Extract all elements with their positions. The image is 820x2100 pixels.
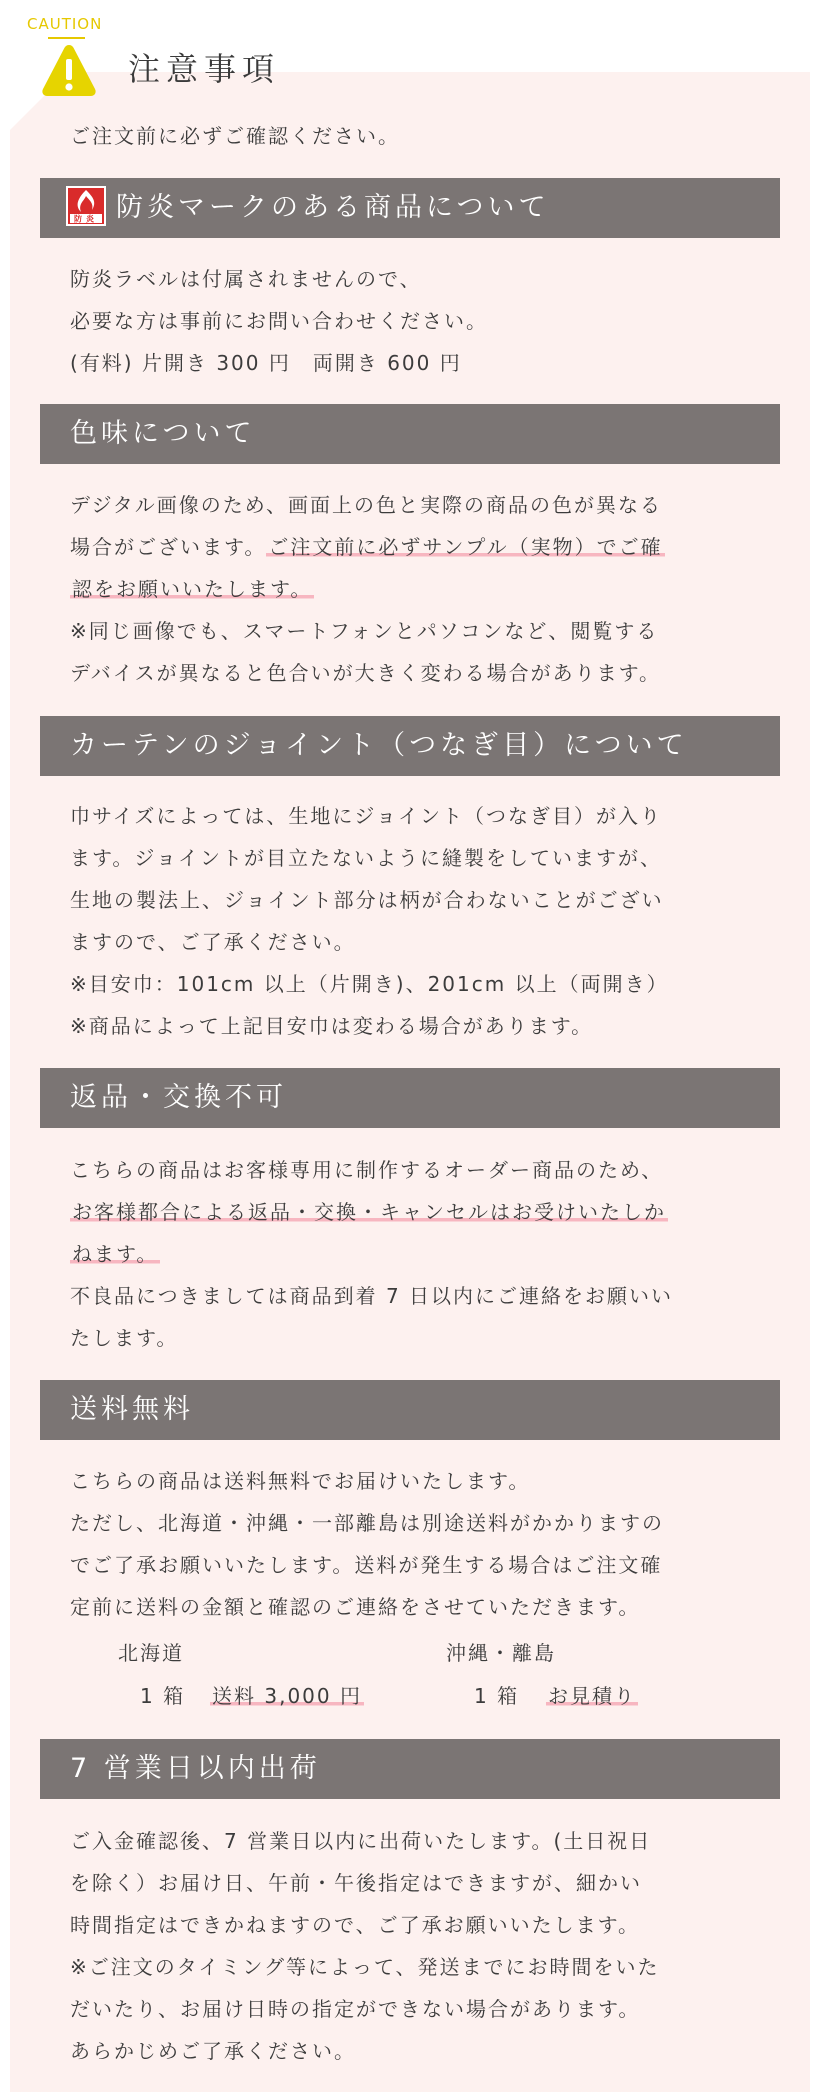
body-line bbox=[70, 2030, 770, 2072]
body-text-segment: 定前に送料の金額と確認のご連絡をさせていただきます。 bbox=[70, 1595, 641, 1619]
heading-joint: カーテンのジョイント（つなぎ目）について bbox=[40, 716, 780, 776]
highlighted-text: お客様都合による返品・交換・キャンセルはお受けいたしか bbox=[72, 1200, 666, 1224]
body-text-segment: こちらの商品は送料無料でお届けいたします。 bbox=[70, 1469, 531, 1493]
body-text-segment: ※ご注文のタイミング等によって、発送までにお時間をいた bbox=[70, 1955, 660, 1979]
fire-retardant-mark-text: 防炎 bbox=[74, 214, 98, 223]
shipping-region-hokkaido: 北海道 bbox=[118, 1641, 184, 1665]
body-line bbox=[70, 258, 770, 300]
shipping-qty-okinawa: 1 箱 bbox=[474, 1684, 520, 1708]
highlighted-text: 認をお願いいたします。 bbox=[72, 577, 313, 601]
body-line bbox=[70, 652, 770, 694]
body-line bbox=[70, 1460, 770, 1502]
body-text-segment: デバイスが異なると色合いが大きく変わる場合があります。 bbox=[70, 661, 661, 685]
shipping-region-okinawa: 沖縄・離島 bbox=[446, 1641, 556, 1665]
shipping-qty-hokkaido: 1 箱 bbox=[140, 1684, 186, 1708]
shipping-price-okinawa bbox=[546, 1680, 638, 1709]
body-text-segment: 時間指定はできかねますので、ご了承お願いいたします。 bbox=[70, 1913, 640, 1937]
body-text-segment: でご了承お願いいたします。送料が発生する場合はご注文確 bbox=[70, 1553, 663, 1577]
body-text-segment: こちらの商品はお客様専用に制作するオーダー商品のため、 bbox=[70, 1158, 664, 1182]
heading-color: 色味について bbox=[40, 404, 780, 464]
warning-triangle-icon bbox=[40, 42, 98, 98]
body-text-segment: 巾サイズによっては、生地にジョイント（つなぎ目）が入り bbox=[70, 804, 662, 828]
body-line bbox=[70, 1275, 770, 1317]
section-body-no-return bbox=[70, 1149, 770, 1359]
section-body-joint bbox=[70, 795, 770, 1047]
intro-text: ご注文前に必ずご確認ください。 bbox=[70, 124, 400, 148]
body-text-segment: 必要な方は事前にお問い合わせください。 bbox=[70, 309, 488, 333]
section-body-color bbox=[70, 484, 770, 694]
body-text-segment: だいたり、お届け日時の指定ができない場合があります。 bbox=[70, 1997, 641, 2021]
body-line bbox=[70, 963, 770, 1005]
section-body-fire-retardant bbox=[70, 258, 770, 384]
body-text-segment: ます。ジョイントが目立たないように縫製をしていますが、 bbox=[70, 846, 662, 870]
caution-label: CAUTION bbox=[27, 15, 103, 33]
body-line bbox=[70, 526, 770, 568]
shipping-price-hokkaido bbox=[210, 1680, 364, 1709]
body-text-segment: 生地の製法上、ジョイント部分は柄が合わないことがござい bbox=[70, 888, 664, 912]
section-body-free-shipping bbox=[70, 1460, 770, 1628]
heading-fire-retardant bbox=[40, 178, 780, 238]
body-text-segment: 不良品につきましては商品到着 7 日以内にご連絡をお願いい bbox=[70, 1284, 674, 1308]
body-text-segment: たします。 bbox=[70, 1326, 179, 1350]
highlighted-text: ご注文前に必ずサンプル（実物）でご確 bbox=[268, 535, 663, 559]
section-body-shipping-days bbox=[70, 1820, 770, 2072]
body-line bbox=[70, 1317, 770, 1359]
body-text-segment: ※商品によって上記目安巾は変わる場合があります。 bbox=[70, 1014, 594, 1038]
body-line bbox=[70, 1191, 770, 1233]
body-line bbox=[70, 921, 770, 963]
body-line bbox=[70, 484, 770, 526]
body-line bbox=[70, 1904, 770, 1946]
shipping-price-hokkaido-text: 送料 3,000 円 bbox=[212, 1684, 362, 1708]
caution-divider bbox=[48, 37, 85, 39]
body-text-segment: 防炎ラベルは付属されませんので、 bbox=[70, 267, 422, 291]
highlighted-text: ねます。 bbox=[72, 1242, 159, 1266]
body-line bbox=[70, 1946, 770, 1988]
body-line bbox=[70, 1005, 770, 1047]
body-line bbox=[70, 610, 770, 652]
body-text-segment: ますので、ご了承ください。 bbox=[70, 930, 356, 954]
body-line bbox=[70, 1820, 770, 1862]
fire-retardant-mark-icon bbox=[66, 186, 106, 226]
body-line bbox=[70, 795, 770, 837]
body-line bbox=[70, 1149, 770, 1191]
body-line bbox=[70, 568, 770, 610]
body-line bbox=[70, 1586, 770, 1628]
body-line bbox=[70, 1544, 770, 1586]
body-line bbox=[70, 1233, 770, 1275]
body-text-segment: ただし、北海道・沖縄・一部離島は別途送料がかかりますの bbox=[70, 1511, 664, 1535]
page-title: 注意事項 bbox=[128, 50, 281, 88]
body-line bbox=[70, 1502, 770, 1544]
body-text-segment: を除く）お届け日、午前・午後指定はできますが、細かい bbox=[70, 1871, 642, 1895]
heading-no-return: 返品・交換不可 bbox=[40, 1068, 780, 1128]
body-text-segment: ※同じ画像でも、スマートフォンとパソコンなど、閲覧する bbox=[70, 619, 659, 643]
heading-text: 防炎マークのある商品について bbox=[116, 192, 550, 223]
body-text-segment: あらかじめご了承ください。 bbox=[70, 2039, 356, 2063]
body-line bbox=[70, 342, 770, 384]
body-line bbox=[70, 1988, 770, 2030]
body-line bbox=[70, 837, 770, 879]
heading-shipping-days: 7 営業日以内出荷 bbox=[40, 1739, 780, 1799]
body-text-segment: デジタル画像のため、画面上の色と実際の商品の色が異なる bbox=[70, 493, 662, 517]
shipping-price-okinawa-text: お見積り bbox=[548, 1684, 636, 1708]
body-line bbox=[70, 300, 770, 342]
body-text-segment: ※目安巾：101cm 以上（片開き)、201cm 以上（両開き） bbox=[70, 972, 669, 996]
body-text-segment: ご入金確認後、7 営業日以内に出荷いたします。(土日祝日 bbox=[70, 1829, 652, 1853]
body-line bbox=[70, 879, 770, 921]
body-line bbox=[70, 1862, 770, 1904]
heading-free-shipping: 送料無料 bbox=[40, 1380, 780, 1440]
body-text-segment: 場合がございます。 bbox=[70, 535, 267, 559]
body-text-segment: (有料) 片開き 300 円 両開き 600 円 bbox=[70, 351, 462, 375]
